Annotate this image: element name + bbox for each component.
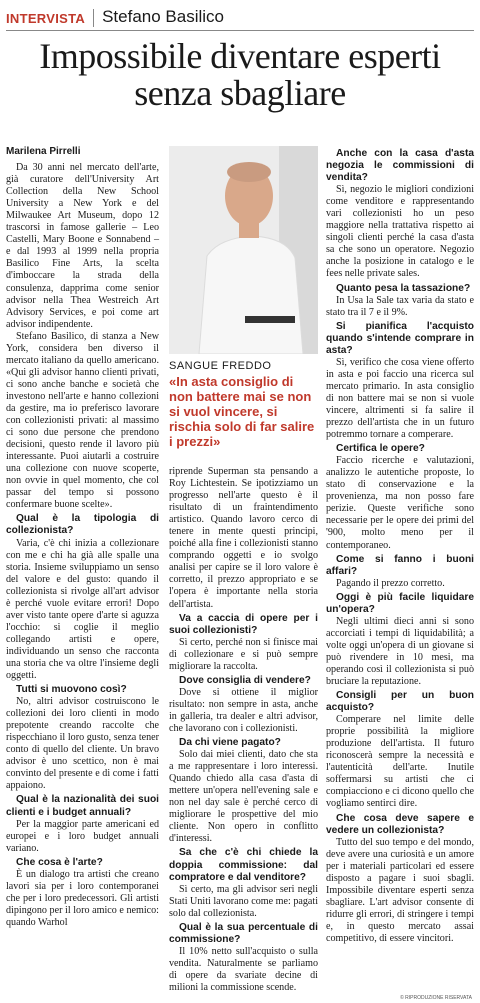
headline: Impossibile diventare esperti senza sbagliare [39, 36, 441, 113]
question: Oggi è più facile liquidare un'opera? [326, 591, 474, 615]
paragraph: Stefano Basilico, di stanza a New York, considera ben diverso il mercato italiano da quello americano. «Qui gli advisor hanno clienti privati, ci sono anche banche e società che investono nell'arte e hanno collezioni da gestire, ma io preferisco lavorare con collezionisti privati: al massimo ci sono due persone che prendono decisioni, questo rende il lavoro più interessante. Puoi aiutarli a costruire una collezione con nuove scoperte, non ovvie in quel momento, che col passar del tempo si possono confermare buone scelte». [6, 330, 159, 511]
question: Consigli per un buon acquisto? [326, 690, 474, 714]
answer: Faccio ricerche e valutazioni, analizzo le autentiche proposte, lo stato di conservazione e la provenienza, ma non posso fare perizie. Queste verifiche sono necessarie per le opere dei primi del '900, molto meno per il contemporaneo. [326, 455, 474, 551]
answer: Solo dai miei clienti, dato che sta a me rappresentare i loro interessi. Quando chiedo alla casa d'asta di mettere un'opera nell'evening sale e non nel day sale è perché cerco di migliorare le prospettive del mio cliente. Non opero in conflitto d'interessi. [169, 749, 318, 845]
question: Che cosa è l'arte? [16, 856, 103, 868]
header-divider [93, 9, 94, 27]
answer: Per la maggior parte americani ed europei e i loro budget annuali variano. [6, 818, 159, 854]
answer: Il 10% netto sull'acquisto o sulla vendita. Naturalmente se parliamo di opere da svariate decine di milioni la commissione scende. [169, 945, 318, 993]
question: Qual è la sua percentuale di commissione? [169, 921, 318, 945]
author-byline: Marilena Pirrelli [6, 146, 81, 157]
question: Sa che c'è chi chiede la doppia commissione: dal compratore e dal venditore? [169, 847, 318, 883]
pull-quote-label: SANGUE FREDDO [169, 360, 272, 372]
column-1 [6, 146, 159, 929]
question: Da chi viene pagato? [179, 737, 281, 749]
question: Si pianifica l'acquisto quando s'intende comprare in asta? [326, 320, 474, 356]
question: Va a caccia di opere per i suoi collezionisti? [169, 612, 318, 636]
paragraph: Da 30 anni nel mercato dell'arte, già curatore dell'University Art Collection della New School University a New York e del Milwaukee Art Museum, dopo 12 trascorsi in famose gallerie – Leo Castelli, Mary Boone e Sonnabend – e dal 1993 al 1999 nella propria Basilico Fine Arts, la scelta d'imboccare la strada della consulenza, dapprima come senior advisor nella Thea Westreich Art Advisory Services, e poi come art advisor indipendente. [6, 162, 159, 330]
section-tag: INTERVISTA [6, 11, 86, 26]
answer: Pagando il prezzo corretto. [336, 577, 445, 589]
answer: Sì, negozio le migliori condizioni come venditore e rappresentando vari collezionisti ho un peso maggiore nella trattativa rispetto ai singoli clienti perché la casa d'asta sa che sono un operatore. Negozio anche la posizione in catalogo e le fees nelle private sales. [326, 184, 474, 280]
answer: Tutto del suo tempo e del mondo, deve avere una curiosità e un amore per i materiali particolari ed essere disposto a pagare i suoi sbagli. Impossibile diventare esperti senza sbagliare. L'art advisor consente di ridurre gli errori, di stringere i tempi e, in questo mercato assai competitivo, di essere vincitori. [326, 836, 474, 944]
answer: Negli ultimi dieci anni si sono accorciati i tempi di liquidabilità; a volte oggi un'opera di un giovane si può rivendere in 10 mesi, ma operando così il collezionista si può bruciare la reputazione. [326, 615, 474, 688]
portrait-photo [169, 146, 318, 354]
question: Come si fanno i buoni affari? [326, 553, 474, 577]
column-2 [169, 466, 318, 994]
pull-quote: «In asta consiglio di non battere mai se non si vuol vincere, si rischia solo di far salire i prezzi» [169, 374, 315, 449]
question: Qual è la tipologia di collezionista? [6, 513, 159, 537]
answer: Varia, c'è chi inizia a collezionare con me e chi ha già alle spalle una storia. Insieme sviluppiamo un senso del valore e del gusto: quando il collezionista si rivolge all'art advisor è perché vuole evitare errori! Dopo aver visto tante opere d'arte si aguzza l'occhio: si coglie il meglio collegando artisti e opere, individuando un senso che racconta una storia che va oltre l'insieme degli oggetti. [6, 537, 159, 682]
interviewee-name: Stefano Basilico [102, 7, 224, 26]
answer: In Usa la Sale tax varia da stato e stato tra il 7 e il 9%. [326, 294, 474, 318]
header-bar [6, 4, 474, 31]
paragraph: riprende Superman sta pensando a Roy Lichtestein. Se ipotizziamo un progresso nell'arte questo è il risultato di un fraintendimento artistico. Quando lavoro cerco di tenere in mente questi principi, poiché alla fine i collezionisti stanno comprando oggetti e io svolgo analisi per capire se il loro valore è corretto, il prezzo appropriato e se l'opera è importante nella storia dell'artista. [169, 466, 318, 610]
answer: Sì certo, perché non si finisce mai di collezionare e si può sempre migliorare la raccolta. [169, 636, 318, 672]
column-3 [326, 146, 474, 945]
question: Qual è la nazionalità dei suoi clienti e i budget annuali? [6, 794, 159, 818]
portrait-illustration [169, 146, 318, 354]
answer: Sì, verifico che cosa viene offerto in asta e poi faccio una ricerca sul mercato primario. In asta consiglio di non battere mai se non si vuole vincere, altrimenti si fa salire il prezzo dell'artista che in un futuro potremmo tornare a comperare. [326, 356, 474, 441]
question: Tutti si muovono così? [16, 684, 127, 696]
question: Quanto pesa la tassazione? [336, 282, 471, 294]
answer: Dove si ottiene il miglior risultato: non sempre in asta, anche in galleria, tra dealer e altri advisor, che lavorano con i collezionisti. [169, 686, 318, 734]
question: Certifica le opere? [336, 443, 425, 455]
answer: Comperare nel limite delle proprie possibilità la migliore produzione dell'artista. Il futuro riconoscerà sempre la necessità e l'autenticità dell'arte. Inutile soffermarsi su artisti che ci compiacciono e ci dicono quello che vogliamo sentirci dire. [326, 714, 474, 810]
copyright-notice: © RIPRODUZIONE RISERVATA [400, 995, 472, 1001]
question: Dove consiglia di vendere? [179, 674, 311, 686]
question: Anche con la casa d'asta negozia le commissioni di vendita? [326, 148, 474, 184]
pull-quote-box [169, 360, 318, 449]
answer: Sì certo, ma gli advisor seri negli Stati Uniti lavorano come me: pagati solo dal collezionista. [169, 883, 318, 919]
question: Che cosa deve sapere e vedere un collezionista? [326, 812, 474, 836]
answer: È un dialogo tra artisti che creano lavori sia per i loro contemporanei che per i loro predecessori. Gli artisti dipingono per il loro amico e nemico: quando Warhol [6, 868, 159, 928]
answer: No, altri advisor costruiscono le collezioni dei loro clienti in modo prepotente creando raccolte che rispecchiano il loro gusto, senza tener conto di quello del cliente. Un bravo advisor è uno scetticо, non è mai convinto del presente e di come i fatti appaiono. [6, 696, 159, 792]
